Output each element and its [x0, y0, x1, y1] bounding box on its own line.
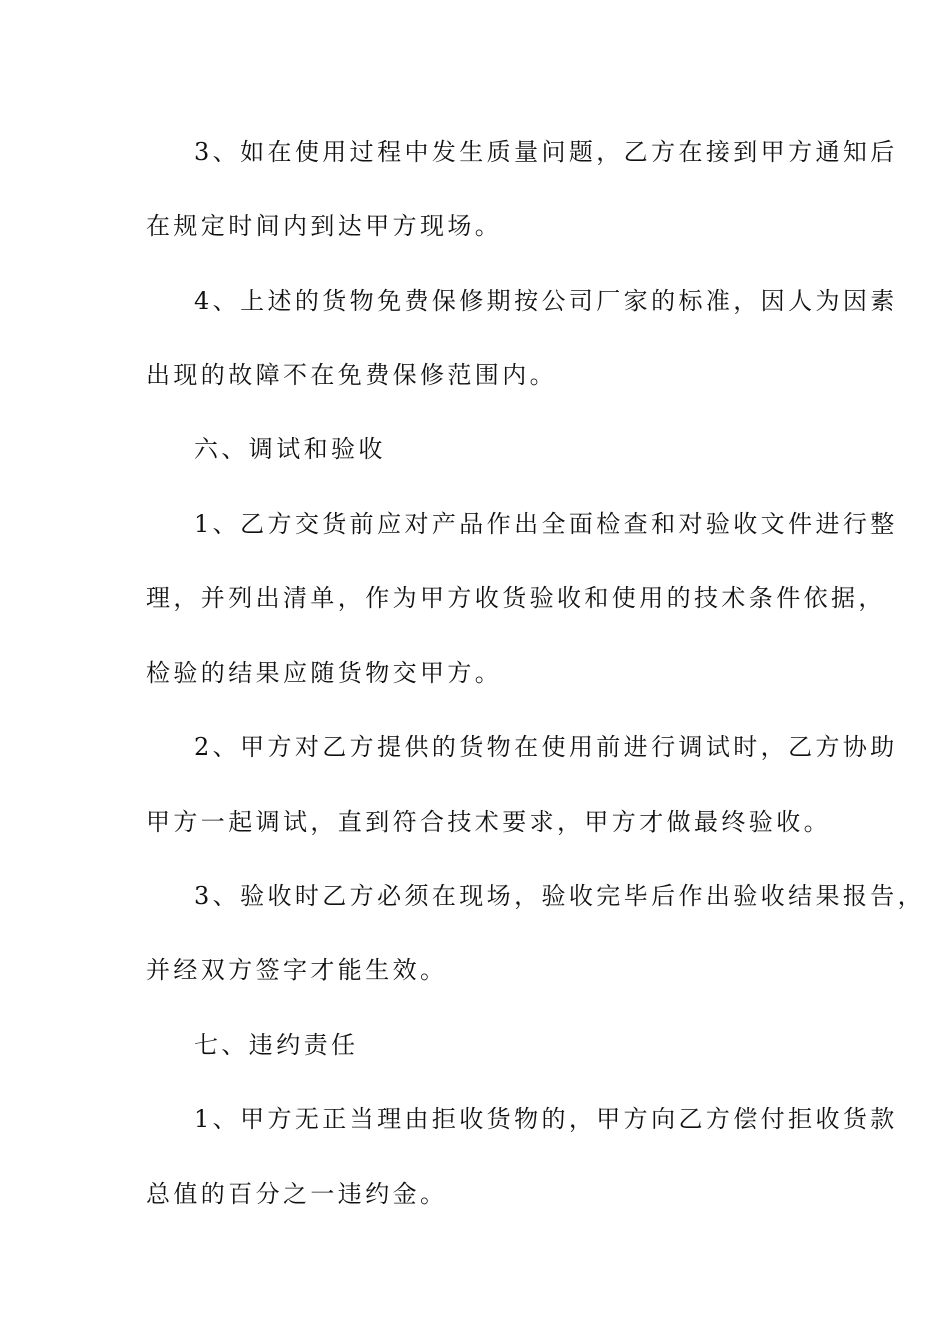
clause-7-1-line-1: 1、甲方无正当理由拒收货物的，甲方向乙方偿付拒收货款: [194, 1105, 898, 1133]
clause-6-1-line-3: 检验的结果应随货物交甲方。: [146, 659, 503, 687]
clause-6-1-line-2: 理，并列出清单，作为甲方收货验收和使用的技术条件依据，: [146, 584, 886, 612]
clause-5-3-line-2: 在规定时间内到达甲方现场。: [146, 212, 503, 240]
clause-5-3-line-1: 3、如在使用过程中发生质量问题，乙方在接到甲方通知后: [194, 138, 898, 166]
clause-6-2-line-2: 甲方一起调试，直到符合技术要求，甲方才做最终验收。: [146, 808, 831, 836]
clause-6-1-line-1: 1、乙方交货前应对产品作出全面检查和对验收文件进行整: [194, 510, 898, 538]
clause-6-3-line-2: 并经双方签字才能生效。: [146, 956, 448, 984]
clause-5-4-line-2: 出现的故障不在免费保修范围内。: [146, 361, 557, 389]
section-heading-6: 六、调试和验收: [194, 435, 386, 463]
clause-6-3-line-1: 3、验收时乙方必须在现场，验收完毕后作出验收结果报告，: [194, 882, 926, 910]
clause-7-1-line-2: 总值的百分之一违约金。: [146, 1180, 448, 1208]
section-heading-7: 七、违约责任: [194, 1031, 359, 1059]
clause-5-4-line-1: 4、上述的货物免费保修期按公司厂家的标准，因人为因素: [194, 287, 898, 315]
clause-6-2-line-1: 2、甲方对乙方提供的货物在使用前进行调试时，乙方协助: [194, 733, 898, 761]
